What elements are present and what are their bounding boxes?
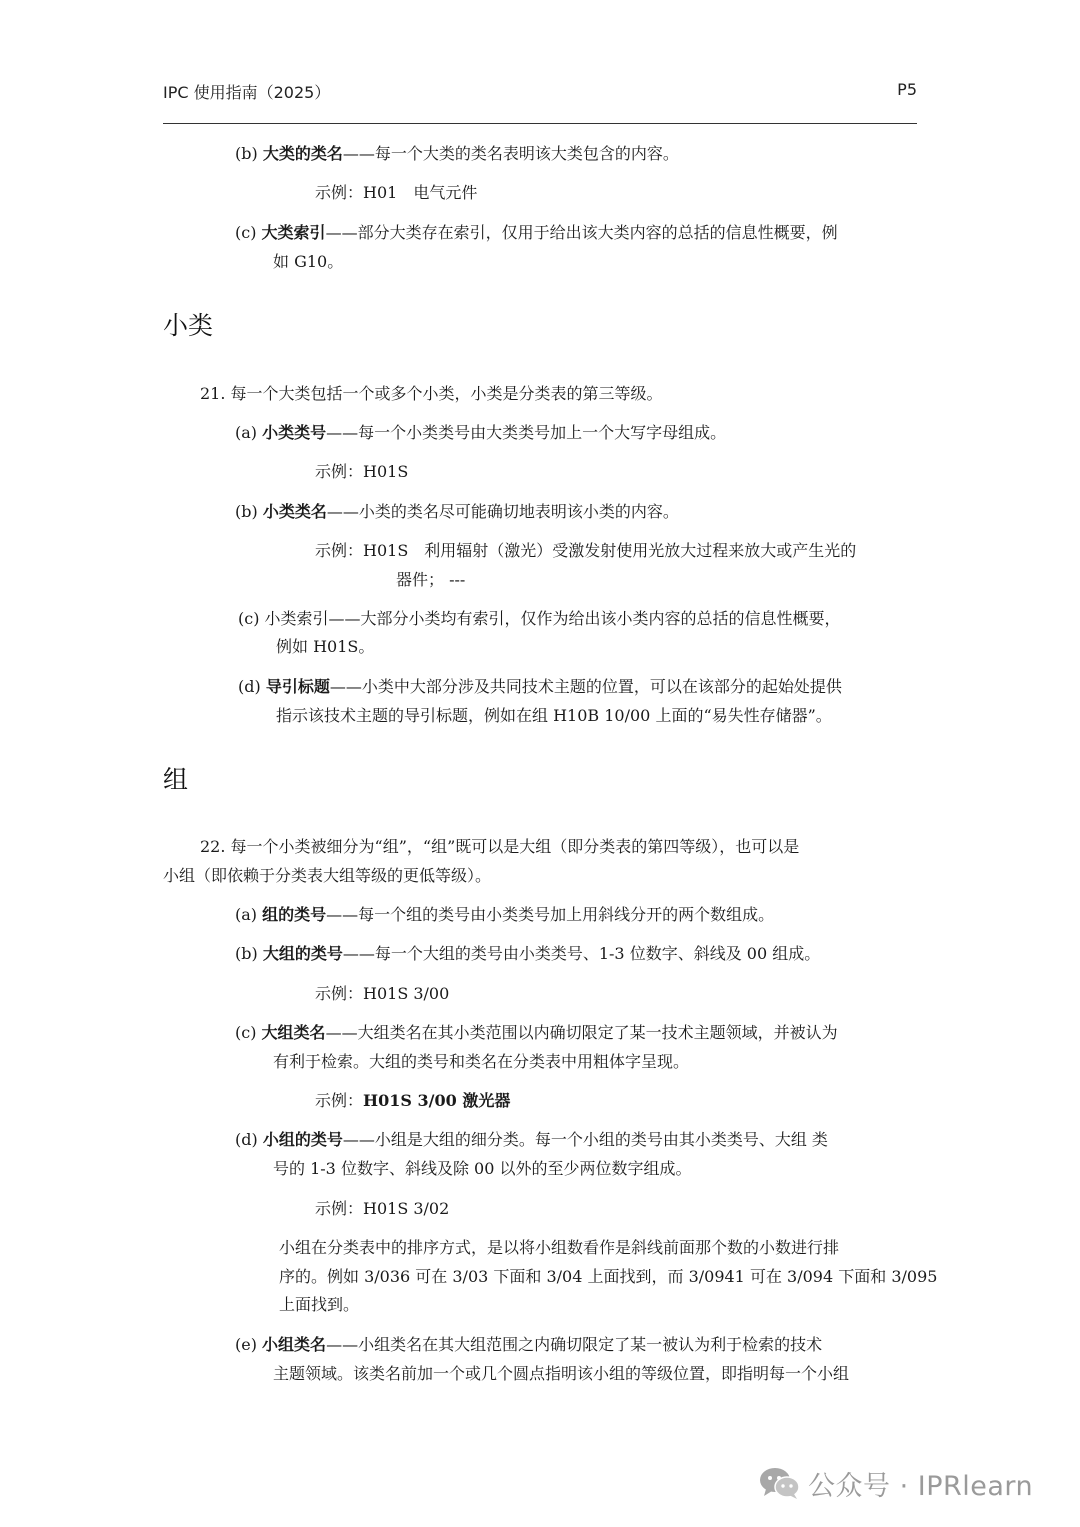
item-text: ——小组是大组的细分类。每一个小组的类号由其小类类号、大组 类: [342, 1130, 828, 1149]
item-label: (a): [235, 423, 258, 442]
item-label: (d): [235, 1130, 258, 1149]
item-text: ——部分大类存在索引，仅用于给出该大类内容的总括的信息性概要，例: [325, 223, 838, 242]
term: 小组的类号: [262, 1130, 343, 1149]
example: 示例：H01S: [315, 462, 409, 481]
paragraph-22-line1: 22. 每一个小类被细分为“组”，“组”既可以是大组（即分类表的第四等级），也可以是: [200, 837, 800, 856]
term: 大类的类名: [262, 144, 343, 163]
item-b-class-name: [235, 139, 679, 169]
item-text: ——每一个大类的类名表明该大类包含的内容。: [342, 144, 679, 163]
paragraph-21: 21. 每一个大类包括一个或多个小类，小类是分类表的第三等级。: [200, 384, 663, 403]
item-a-subclass-symbol: [235, 418, 726, 448]
item-text-cont: 号的 1-3 位数字、斜线及除 00 以外的至少两位数字组成。: [273, 1159, 692, 1178]
item-label: (e): [235, 1335, 257, 1354]
item-text: ——小组类名在其大组范围之内确切限定了某一被认为利于检索的技术: [326, 1335, 823, 1354]
item-e-subgroup-title: [235, 1330, 822, 1360]
section-title-group: 组: [163, 765, 189, 794]
term: 组的类号: [262, 905, 327, 924]
term: 大组的类号: [262, 944, 343, 963]
example: 示例：H01S 3/00: [315, 984, 450, 1003]
item-d-guide-heading: [238, 672, 842, 702]
term: 大组类名: [261, 1023, 326, 1042]
item-b-main-group-symbol: [235, 939, 820, 969]
item-d-subgroup-symbol: [235, 1125, 828, 1155]
item-text: ——大组类名在其小类范围以内确切限定了某一技术主题领域，并被认为: [325, 1023, 838, 1042]
header-divider: [163, 123, 917, 124]
section-title-subclass: 小类: [163, 311, 214, 340]
note-line1: 小组在分类表中的排序方式，是以将小组数看作是斜线前面那个数的小数进行排: [279, 1238, 840, 1257]
item-label: (c): [235, 1023, 257, 1042]
example: 示例：H01 电气元件: [315, 183, 478, 202]
item-label: (b): [235, 144, 258, 163]
item-text: ——每一个小类类号由大类类号加上一个大写字母组成。: [326, 423, 727, 442]
note-line2: 序的。例如 3/036 可在 3/03 下面和 3/04 上面找到，而 3/0941 可在 3/094 下面和 3/095: [279, 1267, 938, 1286]
item-text-cont: 如 G10。: [273, 252, 344, 271]
header-title: IPC 使用指南（2025）: [163, 83, 331, 102]
page-header: [163, 78, 917, 106]
note-line3: 上面找到。: [279, 1295, 360, 1314]
item-b-subclass-title: [235, 497, 679, 527]
item-a-group-symbol: [235, 900, 774, 930]
item-text: ——每一个大组的类号由小类类号、1-3 位数字、斜线及 00 组成。: [342, 944, 821, 963]
example: [315, 1086, 510, 1116]
term: 小类类名: [262, 502, 327, 521]
wechat-icon: [758, 1465, 802, 1501]
item-text: ——小类中大部分涉及共同技术主题的位置，可以在该部分的起始处提供: [329, 677, 842, 696]
example-prefix: 示例：: [315, 1091, 364, 1110]
watermark: [758, 1463, 1058, 1503]
watermark-text: 公众号 · IPRlearn: [808, 1471, 1034, 1502]
item-text-cont: 例如 H01S。: [276, 637, 375, 656]
example: 示例：H01S 利用辐射（激光）受激发射使用光放大过程来放大或产生光的: [315, 541, 857, 560]
item-c-class-index: [235, 218, 838, 248]
item-label: (b): [235, 502, 258, 521]
example-bold: H01S 3/00 激光器: [363, 1091, 511, 1110]
item-label: (d): [238, 677, 261, 696]
item-text-cont: 有利于检索。大组的类号和类名在分类表中用粗体字呈现。: [273, 1052, 690, 1071]
term: 导引标题: [265, 677, 330, 696]
example-cont: 器件； ---: [396, 570, 466, 589]
item-c-subclass-index: [238, 604, 841, 634]
paragraph-22-line2: 小组（即依赖于分类表大组等级的更低等级）。: [163, 866, 492, 885]
item-c-main-group-title: [235, 1018, 838, 1048]
example: 示例：H01S 3/02: [315, 1199, 450, 1218]
item-text: 小类索引——大部分小类均有索引，仅作为给出该小类内容的总括的信息性概要，: [264, 609, 841, 628]
page-number: P5: [897, 80, 917, 99]
item-text: ——小类的类名尽可能确切地表明该小类的内容。: [326, 502, 679, 521]
term: 大类索引: [261, 223, 326, 242]
term: 小组类名: [262, 1335, 327, 1354]
item-label: (c): [238, 609, 260, 628]
item-label: (a): [235, 905, 258, 924]
item-label: (b): [235, 944, 258, 963]
term: 小类类号: [262, 423, 327, 442]
item-label: (c): [235, 223, 257, 242]
item-text-cont: 主题领域。该类名前加一个或几个圆点指明该小组的等级位置，即指明每一个小组: [273, 1364, 850, 1383]
item-text-cont: 指示该技术主题的导引标题，例如在组 H10B 10/00 上面的“易失性存储器”。: [276, 706, 832, 725]
item-text: ——每一个组的类号由小类类号加上用斜线分开的两个数组成。: [326, 905, 775, 924]
